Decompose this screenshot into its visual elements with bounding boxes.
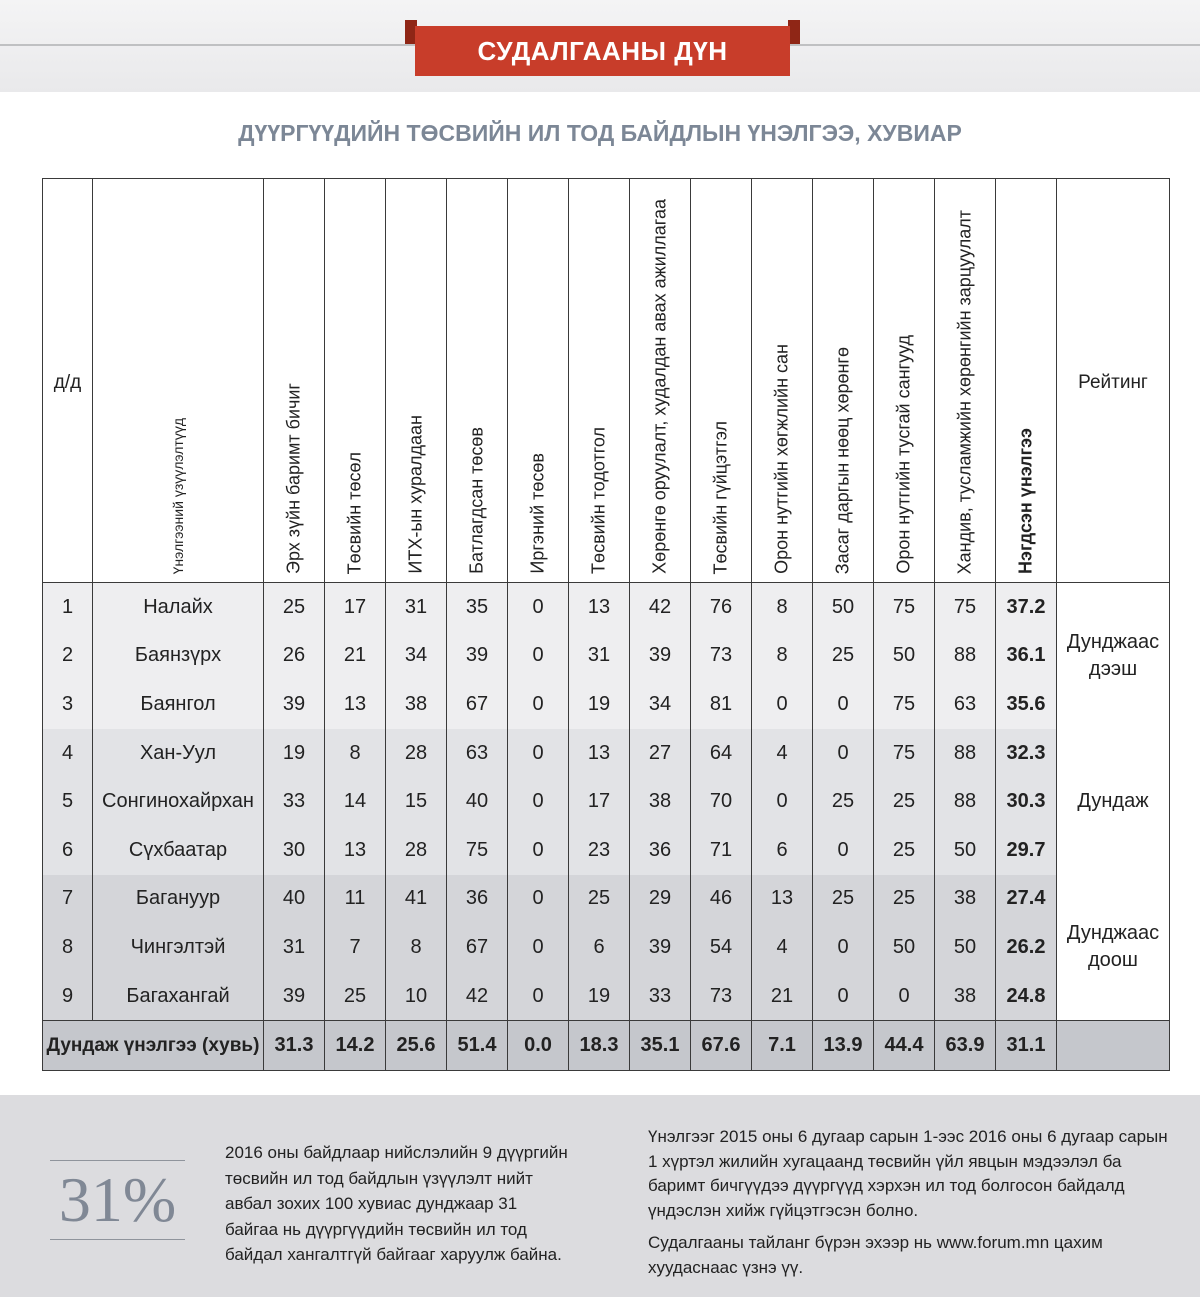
header-total: Нэгдсэн үнэлгээ	[996, 179, 1057, 583]
average-row	[43, 1021, 1170, 1071]
table-row	[43, 680, 1170, 729]
score-cell: 25	[813, 875, 874, 924]
average-cell: 31.3	[264, 1021, 325, 1071]
score-cell: 40	[447, 777, 508, 826]
big-number-box	[50, 1160, 185, 1240]
header-col: Орон нутгийн хөгжлийн сан	[752, 179, 813, 583]
average-cell: 63.9	[935, 1021, 996, 1071]
score-cell: 0	[813, 923, 874, 972]
score-cell: 4	[752, 923, 813, 972]
score-cell: 73	[691, 972, 752, 1021]
score-cell: 39	[630, 632, 691, 681]
score-cell: 88	[935, 632, 996, 681]
score-cell: 29	[630, 875, 691, 924]
header-rating: Рейтинг	[1057, 179, 1170, 583]
score-cell: 25	[813, 632, 874, 681]
score-cell: 73	[691, 632, 752, 681]
district-name: Налайх	[93, 583, 264, 632]
average-cell: 13.9	[813, 1021, 874, 1071]
row-num: 7	[43, 875, 93, 924]
header-num: д/д	[43, 179, 93, 583]
score-cell: 13	[569, 583, 630, 632]
total-cell: 27.4	[996, 875, 1057, 924]
banner-title: СУДАЛГААНЫ ДҮН	[415, 26, 790, 76]
score-cell: 34	[386, 632, 447, 681]
score-cell: 50	[874, 923, 935, 972]
score-cell: 13	[752, 875, 813, 924]
total-cell: 35.6	[996, 680, 1057, 729]
score-cell: 10	[386, 972, 447, 1021]
score-cell: 33	[630, 972, 691, 1021]
score-cell: 70	[691, 777, 752, 826]
score-cell: 54	[691, 923, 752, 972]
row-num: 2	[43, 632, 93, 681]
average-total: 31.1	[996, 1021, 1057, 1071]
score-cell: 6	[569, 923, 630, 972]
district-name: Багахангай	[93, 972, 264, 1021]
score-cell: 0	[508, 583, 569, 632]
average-cell: 14.2	[325, 1021, 386, 1071]
summary-paragraph-1: Үнэлгээг 2015 оны 6 дугаар сарын 1-ээс 2016 оны 6 дугаар сарын 1 хүртэл жилийн хугацаанд төсвийн үйл явцын мэдээлэл ба баримт бичгүүдээ дүүргүүд хэрхэн ил тод болгосон байдалд үндэслэн хийж гүйцэтгэсэн болно.	[648, 1127, 1168, 1220]
score-cell: 36	[447, 875, 508, 924]
row-num: 8	[43, 923, 93, 972]
score-cell: 26	[264, 632, 325, 681]
total-cell: 26.2	[996, 923, 1057, 972]
score-cell: 34	[630, 680, 691, 729]
table-row	[43, 632, 1170, 681]
header-col: ИТХ-ын хуралдаан	[386, 179, 447, 583]
score-cell: 35	[447, 583, 508, 632]
score-cell: 11	[325, 875, 386, 924]
score-cell: 67	[447, 680, 508, 729]
header-col: Хандив, тусламжийн хөрөнгийн зарцуулалт	[935, 179, 996, 583]
average-label: Дундаж үнэлгээ (хувь)	[43, 1021, 264, 1071]
summary-right-text	[648, 1125, 1170, 1288]
score-cell: 14	[325, 777, 386, 826]
table-row	[43, 972, 1170, 1021]
score-cell: 25	[264, 583, 325, 632]
table-row	[43, 923, 1170, 972]
score-cell: 76	[691, 583, 752, 632]
header-col: Төсвийн гүйцэтгэл	[691, 179, 752, 583]
score-cell: 13	[325, 680, 386, 729]
header-col: Төсвийн төсөл	[325, 179, 386, 583]
average-cell: 18.3	[569, 1021, 630, 1071]
score-cell: 15	[386, 777, 447, 826]
rating-average: Дундаж	[1057, 729, 1170, 875]
score-cell: 81	[691, 680, 752, 729]
row-num: 5	[43, 777, 93, 826]
district-name: Баянзүрх	[93, 632, 264, 681]
score-cell: 0	[508, 632, 569, 681]
score-cell: 13	[325, 826, 386, 875]
score-cell: 23	[569, 826, 630, 875]
total-cell: 30.3	[996, 777, 1057, 826]
score-cell: 8	[325, 729, 386, 778]
score-cell: 28	[386, 826, 447, 875]
score-cell: 13	[569, 729, 630, 778]
header-col: Иргэний төсөв	[508, 179, 569, 583]
score-cell: 21	[325, 632, 386, 681]
score-cell: 42	[630, 583, 691, 632]
score-cell: 36	[630, 826, 691, 875]
header-col: Эрх зүйн баримт бичиг	[264, 179, 325, 583]
score-cell: 0	[813, 680, 874, 729]
score-cell: 88	[935, 777, 996, 826]
score-cell: 0	[508, 826, 569, 875]
score-cell: 8	[386, 923, 447, 972]
header-col: Төсвийн тодотгол	[569, 179, 630, 583]
table-row	[43, 875, 1170, 924]
rating-above-average: Дунджаас дээш	[1057, 583, 1170, 729]
district-name: Хан-Уул	[93, 729, 264, 778]
average-cell: 7.1	[752, 1021, 813, 1071]
score-cell: 6	[752, 826, 813, 875]
score-cell: 19	[264, 729, 325, 778]
page-title: ДҮҮРГҮҮДИЙН ТӨСВИЙН ИЛ ТОД БАЙДЛЫН ҮНЭЛГЭЭ, ХУВИАР	[238, 120, 962, 146]
district-name: Багануур	[93, 875, 264, 924]
score-cell: 7	[325, 923, 386, 972]
score-cell: 33	[264, 777, 325, 826]
average-cell: 35.1	[630, 1021, 691, 1071]
score-cell: 0	[813, 972, 874, 1021]
score-cell: 75	[874, 680, 935, 729]
total-cell: 29.7	[996, 826, 1057, 875]
score-cell: 25	[569, 875, 630, 924]
score-cell: 31	[569, 632, 630, 681]
score-cell: 75	[874, 729, 935, 778]
score-cell: 30	[264, 826, 325, 875]
score-cell: 27	[630, 729, 691, 778]
summary-paragraph-2: Судалгааны тайланг бүрэн эхээр нь www.forum.mn цахим хуудаснаас үзнэ үү.	[648, 1233, 1103, 1277]
district-name: Баянгол	[93, 680, 264, 729]
score-cell: 25	[325, 972, 386, 1021]
score-cell: 63	[935, 680, 996, 729]
header-indicators: Үнэлгээний үзүүлэлтүүд	[93, 179, 264, 583]
header-col: Засаг даргын нөөц хөрөнгө	[813, 179, 874, 583]
summary-left-text: 2016 оны байдлаар нийслэлийн 9 дүүргийн төсвийн ил тод байдлын үзүүлэлт нийт авбал зохих 100 хувиас дунджаар 31 байгаа нь дүүргүүдийн төсвийн ил тод байдал хангалтгүй байгааг харуулж байна.	[225, 1143, 568, 1264]
row-num: 3	[43, 680, 93, 729]
score-cell: 31	[264, 923, 325, 972]
score-cell: 75	[935, 583, 996, 632]
score-cell: 67	[447, 923, 508, 972]
score-cell: 28	[386, 729, 447, 778]
score-cell: 25	[874, 777, 935, 826]
score-cell: 19	[569, 680, 630, 729]
average-rating-empty	[1057, 1021, 1170, 1071]
score-cell: 38	[386, 680, 447, 729]
score-cell: 46	[691, 875, 752, 924]
score-cell: 0	[813, 826, 874, 875]
score-cell: 0	[508, 777, 569, 826]
score-cell: 75	[874, 583, 935, 632]
total-cell: 36.1	[996, 632, 1057, 681]
score-cell: 75	[447, 826, 508, 875]
total-cell: 24.8	[996, 972, 1057, 1021]
score-cell: 25	[813, 777, 874, 826]
score-cell: 39	[264, 972, 325, 1021]
row-num: 1	[43, 583, 93, 632]
score-cell: 50	[874, 632, 935, 681]
score-cell: 0	[874, 972, 935, 1021]
score-cell: 50	[935, 826, 996, 875]
table-row	[43, 729, 1170, 778]
section-banner	[405, 20, 800, 76]
score-cell: 39	[264, 680, 325, 729]
score-cell: 63	[447, 729, 508, 778]
rating-below-average: Дунджаас доош	[1057, 875, 1170, 1021]
score-cell: 50	[935, 923, 996, 972]
total-cell: 37.2	[996, 583, 1057, 632]
score-cell: 0	[752, 680, 813, 729]
average-cell: 51.4	[447, 1021, 508, 1071]
score-cell: 0	[508, 923, 569, 972]
district-name: Сонгинохайрхан	[93, 777, 264, 826]
score-cell: 0	[508, 680, 569, 729]
header-col: Орон нутгийн тусгай сангууд	[874, 179, 935, 583]
district-name: Сүхбаатар	[93, 826, 264, 875]
score-cell: 39	[630, 923, 691, 972]
score-cell: 38	[935, 875, 996, 924]
score-cell: 50	[813, 583, 874, 632]
header-row	[43, 179, 1170, 583]
table-row	[43, 826, 1170, 875]
score-cell: 38	[935, 972, 996, 1021]
score-cell: 21	[752, 972, 813, 1021]
score-cell: 25	[874, 826, 935, 875]
score-cell: 17	[569, 777, 630, 826]
score-cell: 41	[386, 875, 447, 924]
table-body	[43, 583, 1170, 1071]
score-cell: 0	[508, 729, 569, 778]
average-cell: 44.4	[874, 1021, 935, 1071]
row-num: 9	[43, 972, 93, 1021]
score-cell: 64	[691, 729, 752, 778]
row-num: 4	[43, 729, 93, 778]
score-cell: 8	[752, 632, 813, 681]
header-col: Батлагдсан төсөв	[447, 179, 508, 583]
score-cell: 0	[508, 972, 569, 1021]
header-col: Хөрөнгө оруулалт, худалдан авах ажиллагаа	[630, 179, 691, 583]
score-cell: 4	[752, 729, 813, 778]
score-cell: 71	[691, 826, 752, 875]
score-cell: 0	[752, 777, 813, 826]
average-cell: 25.6	[386, 1021, 447, 1071]
table-row	[43, 583, 1170, 632]
scores-table	[42, 178, 1170, 1071]
score-cell: 39	[447, 632, 508, 681]
average-cell: 67.6	[691, 1021, 752, 1071]
score-cell: 38	[630, 777, 691, 826]
score-cell: 19	[569, 972, 630, 1021]
total-cell: 32.3	[996, 729, 1057, 778]
average-cell: 0.0	[508, 1021, 569, 1071]
score-cell: 88	[935, 729, 996, 778]
table-row	[43, 777, 1170, 826]
score-cell: 8	[752, 583, 813, 632]
score-cell: 40	[264, 875, 325, 924]
score-cell: 25	[874, 875, 935, 924]
score-cell: 17	[325, 583, 386, 632]
row-num: 6	[43, 826, 93, 875]
district-name: Чингэлтэй	[93, 923, 264, 972]
score-cell: 42	[447, 972, 508, 1021]
score-cell: 0	[813, 729, 874, 778]
score-cell: 31	[386, 583, 447, 632]
score-cell: 0	[508, 875, 569, 924]
big-number: 31%	[58, 1164, 177, 1235]
